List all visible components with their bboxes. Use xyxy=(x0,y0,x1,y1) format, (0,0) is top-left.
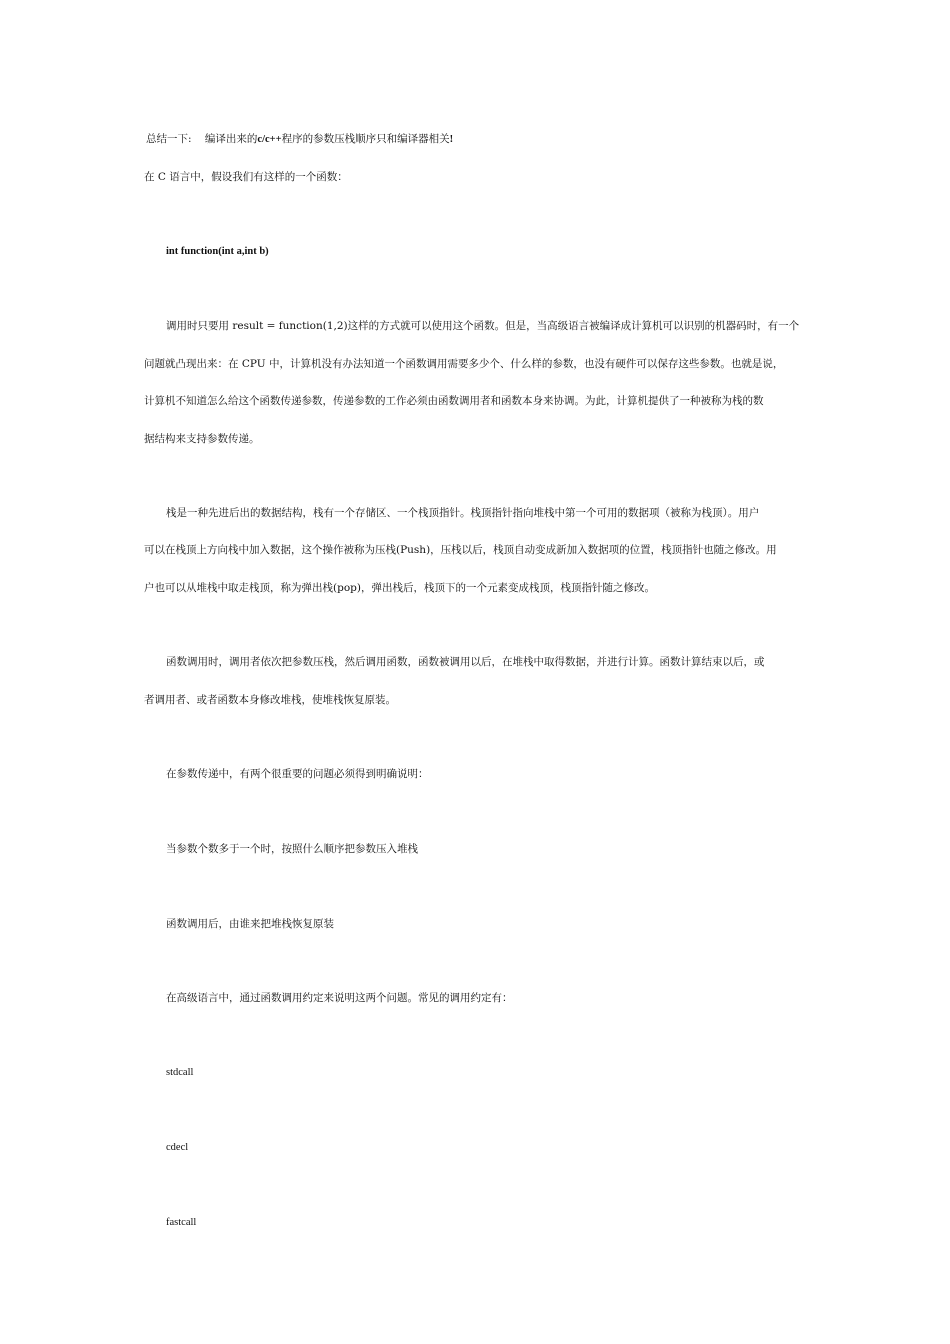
summary-bang: ! xyxy=(449,134,454,145)
para4-text: 在参数传递中，有两个很重要的问题必须得到明确说明： xyxy=(166,768,429,780)
summary-text-suffix: 程序的参数压栈顺序只和编译器相关 xyxy=(281,133,450,145)
summary-text-bold: c/c++ xyxy=(257,134,282,145)
question-1: 当参数个数多于一个时，按照什么顺序把参数压入堆栈 xyxy=(166,843,418,855)
para2-line-1: 栈是一种先进后出的数据结构，栈有一个存储区、一个栈顶指针。栈顶指针指向堆栈中第一个可用的数据项（被称为栈顶）。用户 xyxy=(166,507,760,519)
para5-text: 在高级语言中，通过函数调用约定来说明这两个问题。常见的调用约定有： xyxy=(166,992,513,1004)
intro-text: 在 C 语言中，假设我们有这样的一个函数： xyxy=(144,171,348,183)
para1-line-3: 计算机不知道怎么给这个函数传递参数，传递参数的工作必须由函数调用者和函数本身来协调。为此，计算机提供了一种被称为栈的数 xyxy=(144,395,764,407)
para3-line-1: 函数调用时，调用者依次把参数压栈，然后调用函数，函数被调用以后，在堆栈中取得数据，并进行计算。函数计算结束以后，或 xyxy=(166,656,765,668)
summary-text-prefix: 编译出来的 xyxy=(204,133,258,145)
convention-fastcall: fastcall xyxy=(166,1217,197,1228)
para3-line-2: 者调用者、或者函数本身修改堆栈，使堆栈恢复原装。 xyxy=(144,694,396,706)
para1-line-4: 据结构来支持参数传递。 xyxy=(144,433,260,445)
function-signature: int function(int a,int b) xyxy=(166,246,269,257)
para2-line-3: 户也可以从堆栈中取走栈顶，称为弹出栈(pop)，弹出栈后，栈顶下的一个元素变成栈顶，栈顶指针随之修改。 xyxy=(144,582,655,594)
convention-cdecl: cdecl xyxy=(166,1142,189,1153)
convention-stdcall: stdcall xyxy=(166,1067,194,1078)
summary-line xyxy=(146,132,453,147)
para2-line-2: 可以在栈顶上方向栈中加入数据，这个操作被称为压栈(Push)，压栈以后，栈顶自动变成新加入数据项的位置，栈顶指针也随之修改。用 xyxy=(144,544,777,556)
para1-line-2: 问题就凸现出来：在 CPU 中，计算机没有办法知道一个函数调用需要多少个、什么样的参数，也没有硬件可以保存这些参数。也就是说， xyxy=(144,358,784,370)
summary-label: 总结一下: xyxy=(146,133,192,145)
para1-line-1: 调用时只要用 result = function(1,2)这样的方式就可以使用这个函数。但是，当高级语言被编译成计算机可以识别的机器码时，有一个 xyxy=(166,320,800,332)
question-2: 函数调用后，由谁来把堆栈恢复原装 xyxy=(166,918,334,930)
